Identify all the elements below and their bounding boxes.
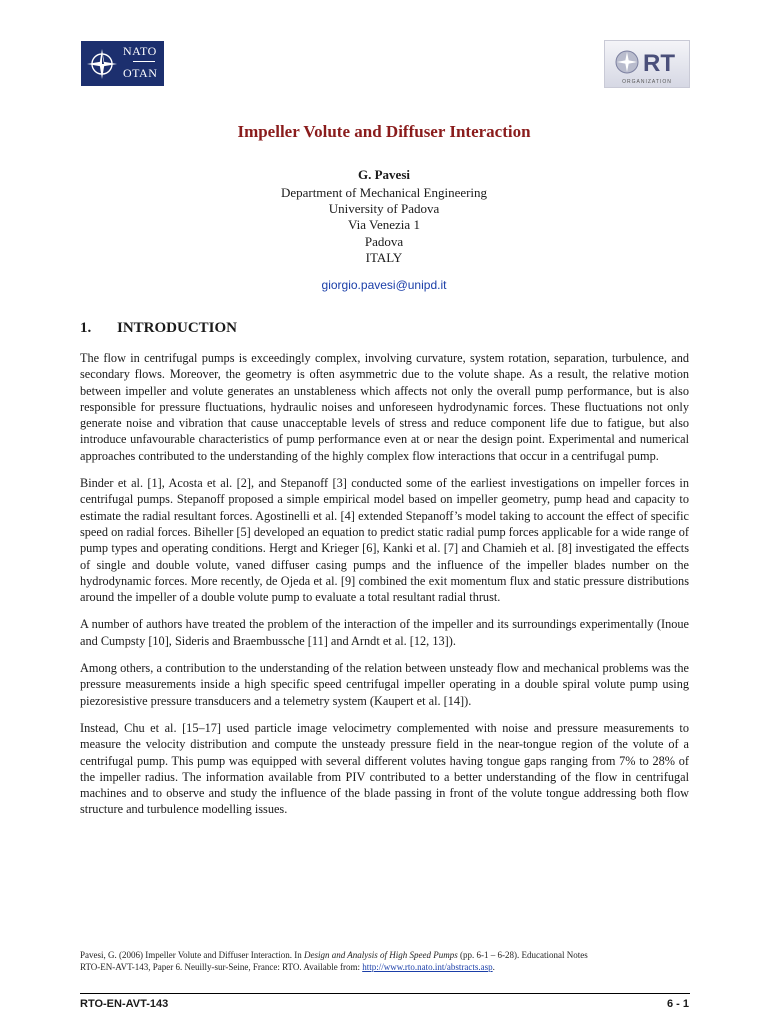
footnote-book-title: Design and Analysis of High Speed Pumps <box>303 950 458 960</box>
affiliation-line: ITALY <box>365 249 403 265</box>
footnote-url-link[interactable]: http://www.rto.nato.int/abstracts.asp <box>362 962 493 972</box>
nato-otan-logo <box>81 41 164 86</box>
nato-compass-rose-icon <box>85 47 119 81</box>
footer-document-id: RTO-EN-AVT-143 <box>80 998 169 1010</box>
rto-emblem-icon <box>609 47 685 77</box>
author-affiliation <box>0 185 768 266</box>
footnote-text: (pp. 6-1 – 6-28). Educational Notes <box>457 950 588 960</box>
paragraph: The flow in centrifugal pumps is exceedingly complex, involving curvature, system rotation, separation, turbulence, and secondary flows. Moreover, the geometry is often asymmetric due to the volute shape. As a result, the relative motion between impeller and volute generates an unstableness which affects not only the overall pump performance, but is also responsible for pressure fluctuations, hydraulic noises and unforeseen hydrodynamic forces. These fluctuations not only generate noise and vibration that cause unacceptable levels of stress and reduce component life due to fatigue, but also introduce unfavourable characteristics of pump performance even at or near the design point. Experimental and numerical approaches contributed to the understanding of the highly complex flow interactions that occur in a centrifugal pump. <box>80 351 689 463</box>
body-text <box>80 350 689 829</box>
paragraph: A number of authors have treated the problem of the interaction of the impeller and its surroundings experimentally (Inoue and Cumpsty [10], Sideris and Braembussche [11] and Arndt et al. [12, 13]). <box>80 617 689 648</box>
author-email-link[interactable]: giorgio.pavesi@unipd.it <box>321 278 447 292</box>
affiliation-line: Via Venezia 1 <box>348 217 420 233</box>
paragraph: Binder et al. [1], Acosta et al. [2], and Stepanoff [3] conducted some of the earliest investigations on impeller forces in centrifugal pumps. Stepanoff proposed a simple empirical model based on impeller geometry, pump head and capacity to estimate the radial resultant forces. Agostinelli et al. [4] extended Stepanoff’s model taking to account the effect of specific speed on radial forces. Biheller [5] developed an equation to predict static radial pump forces applicable for a wide range of pump types and operating conditions. Hergt and Krieger [6], Kanki et al. [7] and Chamieh et al. [8] investigated the effects of single and double volute, vaned diffuser casing pumps and the influence of the impeller blades number on the hydrodynamic forces. More recently, de Ojeda et al. [9] combined the exit momentum flux and static pressure distributions around the impeller of a double volute pump to evaluate a total resultant radial thrust. <box>80 476 689 605</box>
footer-page-number: 6 - 1 <box>666 998 689 1010</box>
paper-title: Impeller Volute and Diffuser Interaction <box>237 122 531 141</box>
section-number: 1. <box>80 320 92 336</box>
paragraph: Among others, a contribution to the understanding of the relation between unsteady flow and mechanical problems was the pressure measurements inside a high specific speed centrifugal impeller operating in a double spiral volute pump using piezoresistive pressure transducers and a telemetry system (Kaupert et al. [14]). <box>80 661 689 708</box>
author-name: G. Pavesi <box>358 167 410 182</box>
footer-divider <box>80 993 690 994</box>
footnote-text: Pavesi, G. (2006) Impeller Volute and Diffuser Interaction. In <box>80 950 304 960</box>
citation-footnote <box>80 949 689 973</box>
nato-logo-divider <box>133 61 155 62</box>
footnote-text: . <box>492 962 495 972</box>
affiliation-line: Department of Mechanical Engineering <box>280 185 488 200</box>
otan-logo-text: OTAN <box>123 66 158 80</box>
rto-logo <box>604 40 690 88</box>
paragraph: Instead, Chu et al. [15–17] used particle image velocimetry complemented with noise and pressure measurements to measure the velocity distribution and compute the unsteady pressure field in the near-tongue region of the volute of a centrifugal pump. This pump was equipped with several different volutes having tongue gaps ranging from 7% to 28% of the impeller radius. The information available from PIV contributed to a better understanding of the flow in centrifugal machines and to observe and study the influence of the blade passing in front of the volute tongue addressing both flow structure and turbulence modelling issues. <box>80 720 689 817</box>
section-heading <box>80 320 237 337</box>
footnote-text: RTO-EN-AVT-143, Paper 6. Neuilly-sur-Seine, France: RTO. Available from: <box>80 962 363 972</box>
rto-logo-subtitle: ORGANIZATION <box>622 79 672 85</box>
affiliation-line: University of Padova <box>328 201 440 217</box>
section-title: INTRODUCTION <box>117 320 238 336</box>
nato-logo-text: NATO <box>123 44 157 58</box>
affiliation-line: Padova <box>364 233 404 249</box>
rto-mark-text: RT <box>643 50 675 77</box>
